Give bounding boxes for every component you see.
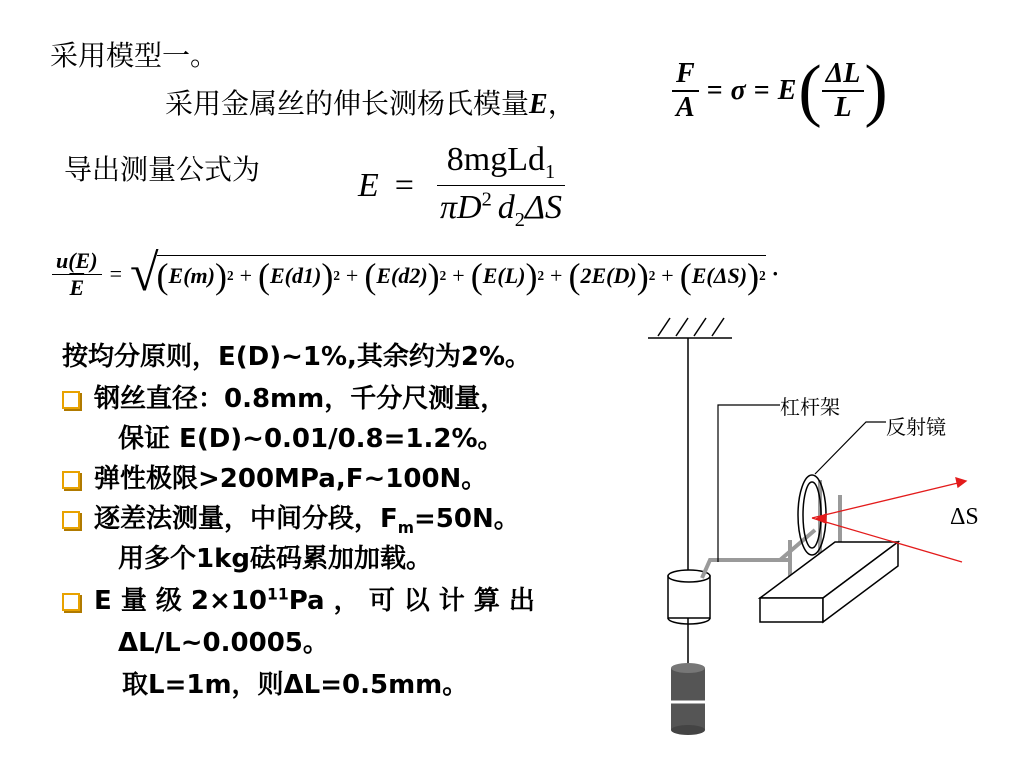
bullet-item-1 xyxy=(62,378,506,415)
bullet-square-icon xyxy=(62,593,80,611)
relative-uncertainty-fraction xyxy=(52,248,102,300)
sqrt-sign: √ xyxy=(129,245,159,302)
den-D-sup: 2 xyxy=(481,188,492,211)
frac-A: A xyxy=(676,92,695,123)
sq-5: 2 xyxy=(648,267,656,283)
paren-close-3: ) xyxy=(427,255,440,296)
sigma-symbol: σ xyxy=(730,75,746,106)
paren-close-6: ) xyxy=(747,255,760,296)
uncertainty-equals: = xyxy=(109,261,122,286)
term-EdS: E(ΔS) xyxy=(691,262,748,288)
sqrt-body xyxy=(157,255,766,294)
force-area-fraction xyxy=(672,58,699,124)
bullet-square-icon xyxy=(62,391,80,409)
model-line: 采用模型一。 xyxy=(50,39,219,72)
sq-3: 2 xyxy=(439,267,447,283)
hanging-weight xyxy=(671,663,705,735)
method-symbol: E xyxy=(529,89,548,120)
item3-line1-a: 逐差法测量，中间分段，F xyxy=(94,504,398,534)
bullet-item-3 xyxy=(62,498,520,537)
sq-1: 2 xyxy=(226,267,234,283)
measurement-fraction xyxy=(430,140,572,232)
stress-strain-formula xyxy=(672,46,888,136)
bullet-item-4 xyxy=(62,580,535,617)
trailing-dot: · xyxy=(771,261,779,286)
base-block xyxy=(760,542,898,622)
formula-lhs-E: E xyxy=(358,167,379,204)
paren-open-4: ( xyxy=(470,255,483,296)
formula-equals: = xyxy=(394,167,414,204)
paren-open-6: ( xyxy=(679,255,692,296)
method-line-text: 采用金属丝的伸长测杨氏模量 xyxy=(165,87,530,120)
modulus-E: E xyxy=(777,75,797,106)
plus-5: + xyxy=(661,262,674,288)
plus-3: + xyxy=(452,262,465,288)
frac-L: L xyxy=(834,92,852,123)
item4-line2: ΔL/L~0.0005。 xyxy=(118,628,329,658)
item1-line2: 保证 E(D)~0.01/0.8=1.2%。 xyxy=(118,424,504,454)
sq-2: 2 xyxy=(333,267,340,283)
paren-open-1: ( xyxy=(156,255,169,296)
term-Ed2: E(d2) xyxy=(376,262,428,288)
method-line xyxy=(165,82,576,122)
uE-numerator: u(E) xyxy=(52,248,102,274)
formula-numerator xyxy=(437,140,565,185)
right-paren: ) xyxy=(864,52,888,129)
measurement-formula xyxy=(358,136,572,236)
paren-open-2: ( xyxy=(258,255,270,296)
delta-s-label: ΔS xyxy=(950,504,979,530)
frac-F: F xyxy=(672,58,699,92)
numerator-text: 8mgLd xyxy=(446,141,545,179)
plus-1: + xyxy=(239,262,252,288)
left-paren: ( xyxy=(798,52,822,129)
item3-line1-sub: m xyxy=(397,519,415,538)
paren-close-4: ) xyxy=(525,255,538,296)
item4-line1-sup: 11 xyxy=(266,585,289,604)
mirror-label: 反射镜 xyxy=(886,415,946,439)
bullet-item-2 xyxy=(62,458,487,495)
den-D: D xyxy=(457,188,482,226)
item3-line1-b: =50N。 xyxy=(414,504,520,534)
lever-leader-line xyxy=(718,405,780,562)
item4-line1-b: Pa ， 可 以 计 算 出 xyxy=(288,586,535,616)
equals-sign-1: = xyxy=(706,75,723,106)
item3-line2: 用多个1kg砝码累加加载。 xyxy=(118,544,432,574)
frac-dL: ΔL xyxy=(822,58,865,92)
uE-denominator: E xyxy=(69,274,85,300)
sq-6: 2 xyxy=(759,267,766,283)
method-comma: ， xyxy=(547,87,576,120)
equals-sign-2: = xyxy=(753,75,770,106)
den-dS: ΔS xyxy=(524,188,562,226)
lever-label: 杠杆架 xyxy=(780,395,840,419)
den-d: d xyxy=(497,188,515,226)
term-Ed1: E(d1) xyxy=(270,262,322,288)
uncertainty-formula xyxy=(52,236,779,312)
term-EL: E(L) xyxy=(482,262,526,288)
item1-line1: 钢丝直径：0.8mm，千分尺测量， xyxy=(94,384,507,414)
den-pi: π xyxy=(439,188,458,226)
item4-line1-a: E 量 级 2×10 xyxy=(94,586,267,616)
paren-close-5: ) xyxy=(636,255,649,296)
numerator-sub: 1 xyxy=(544,161,556,184)
mirror-leader-line xyxy=(815,422,886,474)
term-2ED: 2E(D) xyxy=(580,262,637,288)
paren-open-3: ( xyxy=(364,255,377,296)
item4-line3: 取L=1m，则ΔL=0.5mm。 xyxy=(122,670,469,700)
item2-line1: 弹性极限>200MPa,F~100N。 xyxy=(94,464,488,494)
formula-denominator xyxy=(430,186,572,232)
paren-close-2: ) xyxy=(321,255,334,296)
apparatus-diagram xyxy=(640,310,1020,750)
plus-2: + xyxy=(345,262,359,288)
derive-label: 导出测量公式为 xyxy=(64,153,261,186)
term-Em: E(m) xyxy=(168,262,215,288)
bullet-square-icon xyxy=(62,511,80,529)
ceiling-hatch xyxy=(648,318,732,338)
den-d-sub: 2 xyxy=(514,208,525,231)
paren-open-5: ( xyxy=(568,255,581,296)
paren-close-1: ) xyxy=(214,255,227,296)
strain-fraction xyxy=(822,58,865,124)
plus-4: + xyxy=(550,262,563,288)
principle-line: 按均分原则，E(D)~1%,其余约为2%。 xyxy=(62,342,532,372)
bullet-square-icon xyxy=(62,471,80,489)
sq-4: 2 xyxy=(537,267,545,283)
